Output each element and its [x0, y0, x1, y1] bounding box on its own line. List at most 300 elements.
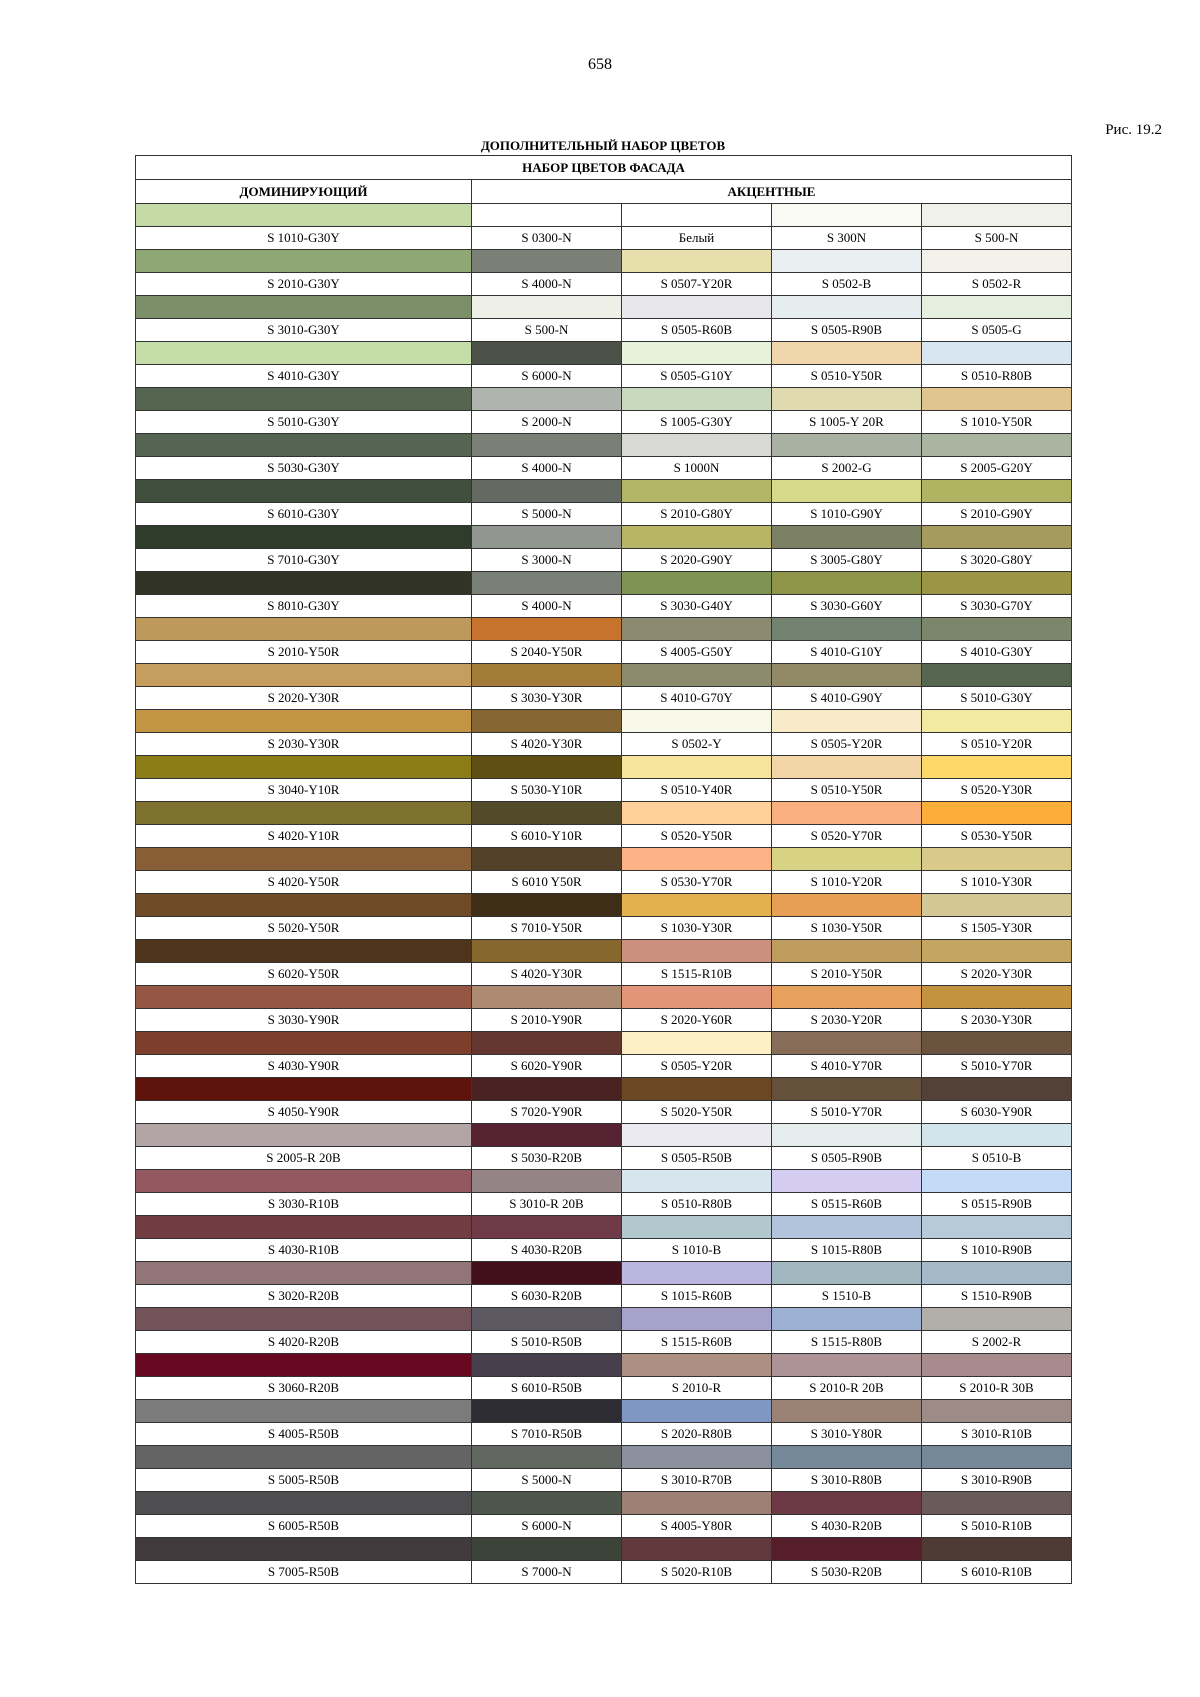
dominant-color-code: S 4005-R50B [136, 1423, 472, 1446]
accent-color-code: S 2005-G20Y [922, 457, 1072, 480]
accent-color-code: S 2010-R 30B [922, 1377, 1072, 1400]
label-row [136, 595, 1072, 618]
accent-color-swatch [472, 1032, 622, 1055]
dominant-color-swatch [136, 802, 472, 825]
accent-color-code: S 6010 Y50R [472, 871, 622, 894]
accent-color-swatch [622, 848, 772, 871]
accent-color-code: S 2020-Y60R [622, 1009, 772, 1032]
dominant-color-swatch [136, 250, 472, 273]
accent-color-code: S 300N [772, 227, 922, 250]
accent-color-code: S 1010-Y20R [772, 871, 922, 894]
label-row [136, 411, 1072, 434]
accent-color-swatch [772, 388, 922, 411]
swatch-row [136, 1262, 1072, 1285]
accent-color-swatch [622, 756, 772, 779]
label-row [136, 365, 1072, 388]
accent-color-swatch [772, 526, 922, 549]
column-header-row [136, 180, 1072, 204]
accent-color-code: S 500-N [472, 319, 622, 342]
swatch-row [136, 342, 1072, 365]
dominant-color-code: S 4020-Y10R [136, 825, 472, 848]
accent-color-code: S 2010-R [622, 1377, 772, 1400]
accent-color-swatch [772, 296, 922, 319]
accent-color-code: S 0515-R60B [772, 1193, 922, 1216]
accent-color-swatch [922, 802, 1072, 825]
accent-header: АКЦЕНТНЫЕ [472, 180, 1072, 204]
accent-color-code: S 3030-G70Y [922, 595, 1072, 618]
accent-color-code: S 6000-N [472, 1515, 622, 1538]
label-row [136, 503, 1072, 526]
dominant-color-code: S 2010-G30Y [136, 273, 472, 296]
label-row [136, 641, 1072, 664]
dominant-color-code: S 5005-R50B [136, 1469, 472, 1492]
dominant-color-swatch [136, 848, 472, 871]
accent-color-code: S 0502-Y [622, 733, 772, 756]
accent-color-swatch [922, 1170, 1072, 1193]
label-row [136, 1009, 1072, 1032]
accent-color-swatch [772, 894, 922, 917]
dominant-color-code: S 7005-R50B [136, 1561, 472, 1584]
dominant-color-code: S 7010-G30Y [136, 549, 472, 572]
accent-color-swatch [772, 434, 922, 457]
dominant-color-code: S 5020-Y50R [136, 917, 472, 940]
dominant-color-swatch [136, 1492, 472, 1515]
label-row [136, 1377, 1072, 1400]
accent-color-swatch [922, 618, 1072, 641]
accent-color-code: S 1510-B [772, 1285, 922, 1308]
accent-color-swatch [472, 802, 622, 825]
accent-color-code: S 6020-Y90R [472, 1055, 622, 1078]
dominant-color-swatch [136, 1216, 472, 1239]
swatch-row [136, 1124, 1072, 1147]
accent-color-swatch [622, 1446, 772, 1469]
accent-color-code: S 1010-R90B [922, 1239, 1072, 1262]
swatch-row [136, 986, 1072, 1009]
accent-color-code: S 0505-Y20R [622, 1055, 772, 1078]
accent-color-swatch [622, 1538, 772, 1561]
accent-color-swatch [772, 250, 922, 273]
dominant-color-code: S 3030-Y90R [136, 1009, 472, 1032]
accent-color-swatch [922, 480, 1072, 503]
accent-color-swatch [622, 986, 772, 1009]
accent-color-code: S 6010-Y10R [472, 825, 622, 848]
label-row [136, 687, 1072, 710]
accent-color-code: S 6030-R20B [472, 1285, 622, 1308]
accent-color-code: S 5020-Y50R [622, 1101, 772, 1124]
accent-color-swatch [622, 618, 772, 641]
accent-color-swatch [472, 848, 622, 871]
accent-color-swatch [622, 250, 772, 273]
dominant-color-code: S 3060-R20B [136, 1377, 472, 1400]
accent-color-swatch [622, 1170, 772, 1193]
accent-color-code: S 1010-G90Y [772, 503, 922, 526]
accent-color-code: S 5000-N [472, 503, 622, 526]
accent-color-code: S 6010-R50B [472, 1377, 622, 1400]
accent-color-swatch [622, 388, 772, 411]
accent-color-code: S 2010-R 20B [772, 1377, 922, 1400]
accent-color-swatch [622, 342, 772, 365]
accent-color-code: S 1515-R10B [622, 963, 772, 986]
swatch-row [136, 1400, 1072, 1423]
swatch-row [136, 204, 1072, 227]
dominant-color-swatch [136, 756, 472, 779]
accent-color-swatch [922, 1446, 1072, 1469]
accent-color-swatch [772, 1354, 922, 1377]
dominant-color-code: S 3020-R20B [136, 1285, 472, 1308]
accent-color-code: S 0520-Y30R [922, 779, 1072, 802]
accent-color-code: S 7000-N [472, 1561, 622, 1584]
accent-color-swatch [472, 250, 622, 273]
accent-color-code: S 4010-G30Y [922, 641, 1072, 664]
dominant-color-swatch [136, 664, 472, 687]
accent-color-code: S 1510-R90B [922, 1285, 1072, 1308]
accent-color-code: S 1000N [622, 457, 772, 480]
accent-color-swatch [472, 710, 622, 733]
accent-color-swatch [772, 1032, 922, 1055]
accent-color-swatch [922, 1262, 1072, 1285]
label-row [136, 273, 1072, 296]
dominant-color-swatch [136, 894, 472, 917]
accent-color-swatch [622, 1354, 772, 1377]
accent-color-code: S 0510-Y50R [772, 779, 922, 802]
accent-color-swatch [772, 572, 922, 595]
accent-color-code: S 2040-Y50R [472, 641, 622, 664]
accent-color-swatch [472, 894, 622, 917]
accent-color-code: S 0505-G [922, 319, 1072, 342]
figure-label: Рис. 19.2 [1105, 122, 1162, 138]
dominant-header: ДОМИНИРУЮЩИЙ [136, 180, 472, 204]
accent-color-code: S 2010-Y50R [772, 963, 922, 986]
accent-color-swatch [922, 940, 1072, 963]
dominant-color-code: S 4020-R20B [136, 1331, 472, 1354]
accent-color-code: S 4000-N [472, 595, 622, 618]
accent-color-swatch [922, 388, 1072, 411]
accent-color-code: S 500-N [922, 227, 1072, 250]
dominant-color-swatch [136, 572, 472, 595]
accent-color-code: S 0510-Y40R [622, 779, 772, 802]
swatch-row [136, 1492, 1072, 1515]
accent-color-code: S 0510-R80B [922, 365, 1072, 388]
accent-color-code: S 5030-R20B [772, 1561, 922, 1584]
accent-color-code: S 5020-R10B [622, 1561, 772, 1584]
swatch-row [136, 434, 1072, 457]
accent-color-swatch [772, 342, 922, 365]
accent-color-swatch [772, 940, 922, 963]
dominant-color-code: S 6020-Y50R [136, 963, 472, 986]
accent-color-swatch [772, 480, 922, 503]
label-row [136, 319, 1072, 342]
label-row [136, 1239, 1072, 1262]
accent-color-swatch [472, 204, 622, 227]
accent-color-code: S 3010-R 20B [472, 1193, 622, 1216]
accent-color-swatch [622, 572, 772, 595]
accent-color-code: S 4005-G50Y [622, 641, 772, 664]
accent-color-swatch [472, 1492, 622, 1515]
accent-color-swatch [472, 434, 622, 457]
accent-color-swatch [922, 1124, 1072, 1147]
accent-color-swatch [922, 1492, 1072, 1515]
accent-color-swatch [472, 342, 622, 365]
label-row [136, 963, 1072, 986]
accent-color-code: S 6030-Y90R [922, 1101, 1072, 1124]
accent-color-code: S 5010-R10B [922, 1515, 1072, 1538]
accent-color-swatch [922, 204, 1072, 227]
swatch-row [136, 572, 1072, 595]
accent-color-code: S 0502-R [922, 273, 1072, 296]
dominant-color-code: S 2005-R 20B [136, 1147, 472, 1170]
dominant-color-swatch [136, 1078, 472, 1101]
swatch-row [136, 1032, 1072, 1055]
label-row [136, 1285, 1072, 1308]
accent-color-swatch [472, 526, 622, 549]
accent-color-swatch [922, 572, 1072, 595]
accent-color-code: S 0300-N [472, 227, 622, 250]
accent-color-code: S 4030-R20B [472, 1239, 622, 1262]
accent-color-code: S 4000-N [472, 457, 622, 480]
label-row [136, 917, 1072, 940]
accent-color-swatch [772, 664, 922, 687]
accent-color-swatch [922, 1308, 1072, 1331]
accent-color-swatch [622, 480, 772, 503]
accent-color-swatch [772, 1400, 922, 1423]
accent-color-code: S 7020-Y90R [472, 1101, 622, 1124]
accent-color-swatch [622, 710, 772, 733]
accent-color-swatch [922, 250, 1072, 273]
dominant-color-swatch [136, 388, 472, 411]
swatch-row [136, 848, 1072, 871]
label-row [136, 1469, 1072, 1492]
dominant-color-swatch [136, 1354, 472, 1377]
accent-color-code: S 4005-Y80R [622, 1515, 772, 1538]
accent-color-swatch [472, 618, 622, 641]
accent-color-swatch [922, 986, 1072, 1009]
accent-color-swatch [772, 710, 922, 733]
accent-color-swatch [622, 1262, 772, 1285]
label-row [136, 1101, 1072, 1124]
accent-color-swatch [472, 756, 622, 779]
dominant-color-swatch [136, 296, 472, 319]
dominant-color-code: S 2030-Y30R [136, 733, 472, 756]
accent-color-swatch [922, 296, 1072, 319]
accent-color-code: S 0510-R80B [622, 1193, 772, 1216]
accent-color-swatch [622, 434, 772, 457]
accent-color-swatch [622, 526, 772, 549]
accent-color-code: S 3010-R10B [922, 1423, 1072, 1446]
accent-color-swatch [472, 296, 622, 319]
accent-color-swatch [622, 1400, 772, 1423]
accent-color-swatch [622, 1308, 772, 1331]
dominant-color-swatch [136, 1032, 472, 1055]
label-row [136, 1055, 1072, 1078]
accent-color-swatch [772, 848, 922, 871]
table-subtitle: НАБОР ЦВЕТОВ ФАСАДА [136, 156, 1072, 180]
accent-color-code: S 2000-N [472, 411, 622, 434]
accent-color-code: S 5030-R20B [472, 1147, 622, 1170]
accent-color-code: S 5010-R50B [472, 1331, 622, 1354]
dominant-color-code: S 4030-Y90R [136, 1055, 472, 1078]
accent-color-code: S 2030-Y20R [772, 1009, 922, 1032]
dominant-color-swatch [136, 480, 472, 503]
accent-color-swatch [622, 894, 772, 917]
accent-color-swatch [922, 1032, 1072, 1055]
swatch-row [136, 894, 1072, 917]
accent-color-code: S 1030-Y50R [772, 917, 922, 940]
accent-color-swatch [472, 664, 622, 687]
accent-color-code: S 4030-R20B [772, 1515, 922, 1538]
accent-color-code: S 0505-R60B [622, 319, 772, 342]
accent-color-code: S 4010-G90Y [772, 687, 922, 710]
swatch-row [136, 1170, 1072, 1193]
swatch-row [136, 250, 1072, 273]
accent-color-swatch [622, 1216, 772, 1239]
dominant-color-code: S 3030-R10B [136, 1193, 472, 1216]
accent-color-code: S 0505-R90B [772, 319, 922, 342]
dominant-color-code: S 4050-Y90R [136, 1101, 472, 1124]
accent-color-code: S 4020-Y30R [472, 963, 622, 986]
page-number: 658 [588, 56, 612, 73]
swatch-row [136, 664, 1072, 687]
accent-color-swatch [622, 802, 772, 825]
accent-color-swatch [922, 1216, 1072, 1239]
swatch-row [136, 526, 1072, 549]
dominant-color-swatch [136, 1124, 472, 1147]
label-row [136, 1193, 1072, 1216]
accent-color-code: S 0520-Y70R [772, 825, 922, 848]
accent-color-swatch [472, 388, 622, 411]
accent-color-code: S 5030-Y10R [472, 779, 622, 802]
accent-color-code: S 2010-Y90R [472, 1009, 622, 1032]
accent-color-code: S 0502-B [772, 273, 922, 296]
dominant-color-swatch [136, 1446, 472, 1469]
swatch-row [136, 1308, 1072, 1331]
dominant-color-swatch [136, 986, 472, 1009]
accent-color-code: S 3020-G80Y [922, 549, 1072, 572]
accent-color-swatch [922, 848, 1072, 871]
accent-color-swatch [772, 1492, 922, 1515]
accent-color-code: S 0505-G10Y [622, 365, 772, 388]
accent-color-code: S 1015-R80B [772, 1239, 922, 1262]
dominant-color-code: S 4030-R10B [136, 1239, 472, 1262]
accent-color-code: S 2002-G [772, 457, 922, 480]
swatch-row [136, 618, 1072, 641]
accent-color-code: S 3030-G60Y [772, 595, 922, 618]
accent-color-swatch [472, 572, 622, 595]
accent-color-code: S 0530-Y70R [622, 871, 772, 894]
dominant-color-code: S 3040-Y10R [136, 779, 472, 802]
dominant-color-swatch [136, 1262, 472, 1285]
accent-color-swatch [922, 526, 1072, 549]
label-row [136, 457, 1072, 480]
accent-color-code: S 5010-Y70R [772, 1101, 922, 1124]
swatch-row [136, 1216, 1072, 1239]
accent-color-code: S 0505-Y20R [772, 733, 922, 756]
accent-color-swatch [922, 1078, 1072, 1101]
accent-color-swatch [772, 756, 922, 779]
accent-color-swatch [922, 894, 1072, 917]
dominant-color-swatch [136, 940, 472, 963]
accent-color-swatch [472, 1308, 622, 1331]
accent-color-swatch [922, 664, 1072, 687]
accent-color-code: S 4010-G10Y [772, 641, 922, 664]
accent-color-swatch [472, 1446, 622, 1469]
accent-color-code: S 0507-Y20R [622, 273, 772, 296]
accent-color-swatch [622, 664, 772, 687]
accent-color-code: S 4000-N [472, 273, 622, 296]
accent-color-code: S 6010-R10B [922, 1561, 1072, 1584]
accent-color-code: S 2020-G90Y [622, 549, 772, 572]
dominant-color-swatch [136, 526, 472, 549]
label-row [136, 1515, 1072, 1538]
swatch-row [136, 480, 1072, 503]
dominant-color-code: S 2020-Y30R [136, 687, 472, 710]
accent-color-swatch [622, 296, 772, 319]
accent-color-swatch [922, 756, 1072, 779]
accent-color-swatch [772, 802, 922, 825]
dominant-color-code: S 6005-R50B [136, 1515, 472, 1538]
label-row [136, 871, 1072, 894]
accent-color-swatch [772, 1216, 922, 1239]
dominant-color-swatch [136, 1170, 472, 1193]
accent-color-code: S 0520-Y50R [622, 825, 772, 848]
accent-color-swatch [922, 1400, 1072, 1423]
accent-color-code: S 3010-R80B [772, 1469, 922, 1492]
accent-color-swatch [772, 618, 922, 641]
accent-color-code: S 7010-R50B [472, 1423, 622, 1446]
accent-color-swatch [772, 1124, 922, 1147]
dominant-color-swatch [136, 1308, 472, 1331]
swatch-row [136, 388, 1072, 411]
accent-color-code: S 1515-R60B [622, 1331, 772, 1354]
page-title: ДОПОЛНИТЕЛЬНЫЙ НАБОР ЦВЕТОВ [480, 138, 726, 153]
accent-color-swatch [772, 1170, 922, 1193]
accent-color-code: S 1010-B [622, 1239, 772, 1262]
accent-color-code: S 1515-R80B [772, 1331, 922, 1354]
accent-color-swatch [472, 1216, 622, 1239]
accent-color-swatch [922, 434, 1072, 457]
label-row [136, 1561, 1072, 1584]
label-row [136, 733, 1072, 756]
accent-color-code: S 4020-Y30R [472, 733, 622, 756]
accent-color-code: S 1005-Y 20R [772, 411, 922, 434]
color-palette-table [135, 155, 1072, 1584]
label-row [136, 1423, 1072, 1446]
dominant-color-swatch [136, 434, 472, 457]
accent-color-swatch [622, 1492, 772, 1515]
accent-color-swatch [772, 1308, 922, 1331]
dominant-color-code: S 6010-G30Y [136, 503, 472, 526]
swatch-row [136, 802, 1072, 825]
accent-color-code: S 2010-G90Y [922, 503, 1072, 526]
accent-color-swatch [922, 342, 1072, 365]
label-row [136, 1331, 1072, 1354]
accent-color-swatch [472, 1078, 622, 1101]
swatch-row [136, 1538, 1072, 1561]
accent-color-code: S 3030-G40Y [622, 595, 772, 618]
accent-color-swatch [622, 1078, 772, 1101]
accent-color-code: S 2020-R80B [622, 1423, 772, 1446]
swatch-row [136, 1446, 1072, 1469]
accent-color-code: S 0505-R90B [772, 1147, 922, 1170]
accent-color-code: S 0510-Y20R [922, 733, 1072, 756]
accent-color-swatch [622, 1124, 772, 1147]
accent-color-code: S 1010-Y30R [922, 871, 1072, 894]
dominant-color-code: S 1010-G30Y [136, 227, 472, 250]
accent-color-swatch [472, 1170, 622, 1193]
accent-color-code: S 5010-Y70R [922, 1055, 1072, 1078]
accent-color-code: S 0515-R90B [922, 1193, 1072, 1216]
dominant-color-swatch [136, 342, 472, 365]
accent-color-code: S 4010-G70Y [622, 687, 772, 710]
